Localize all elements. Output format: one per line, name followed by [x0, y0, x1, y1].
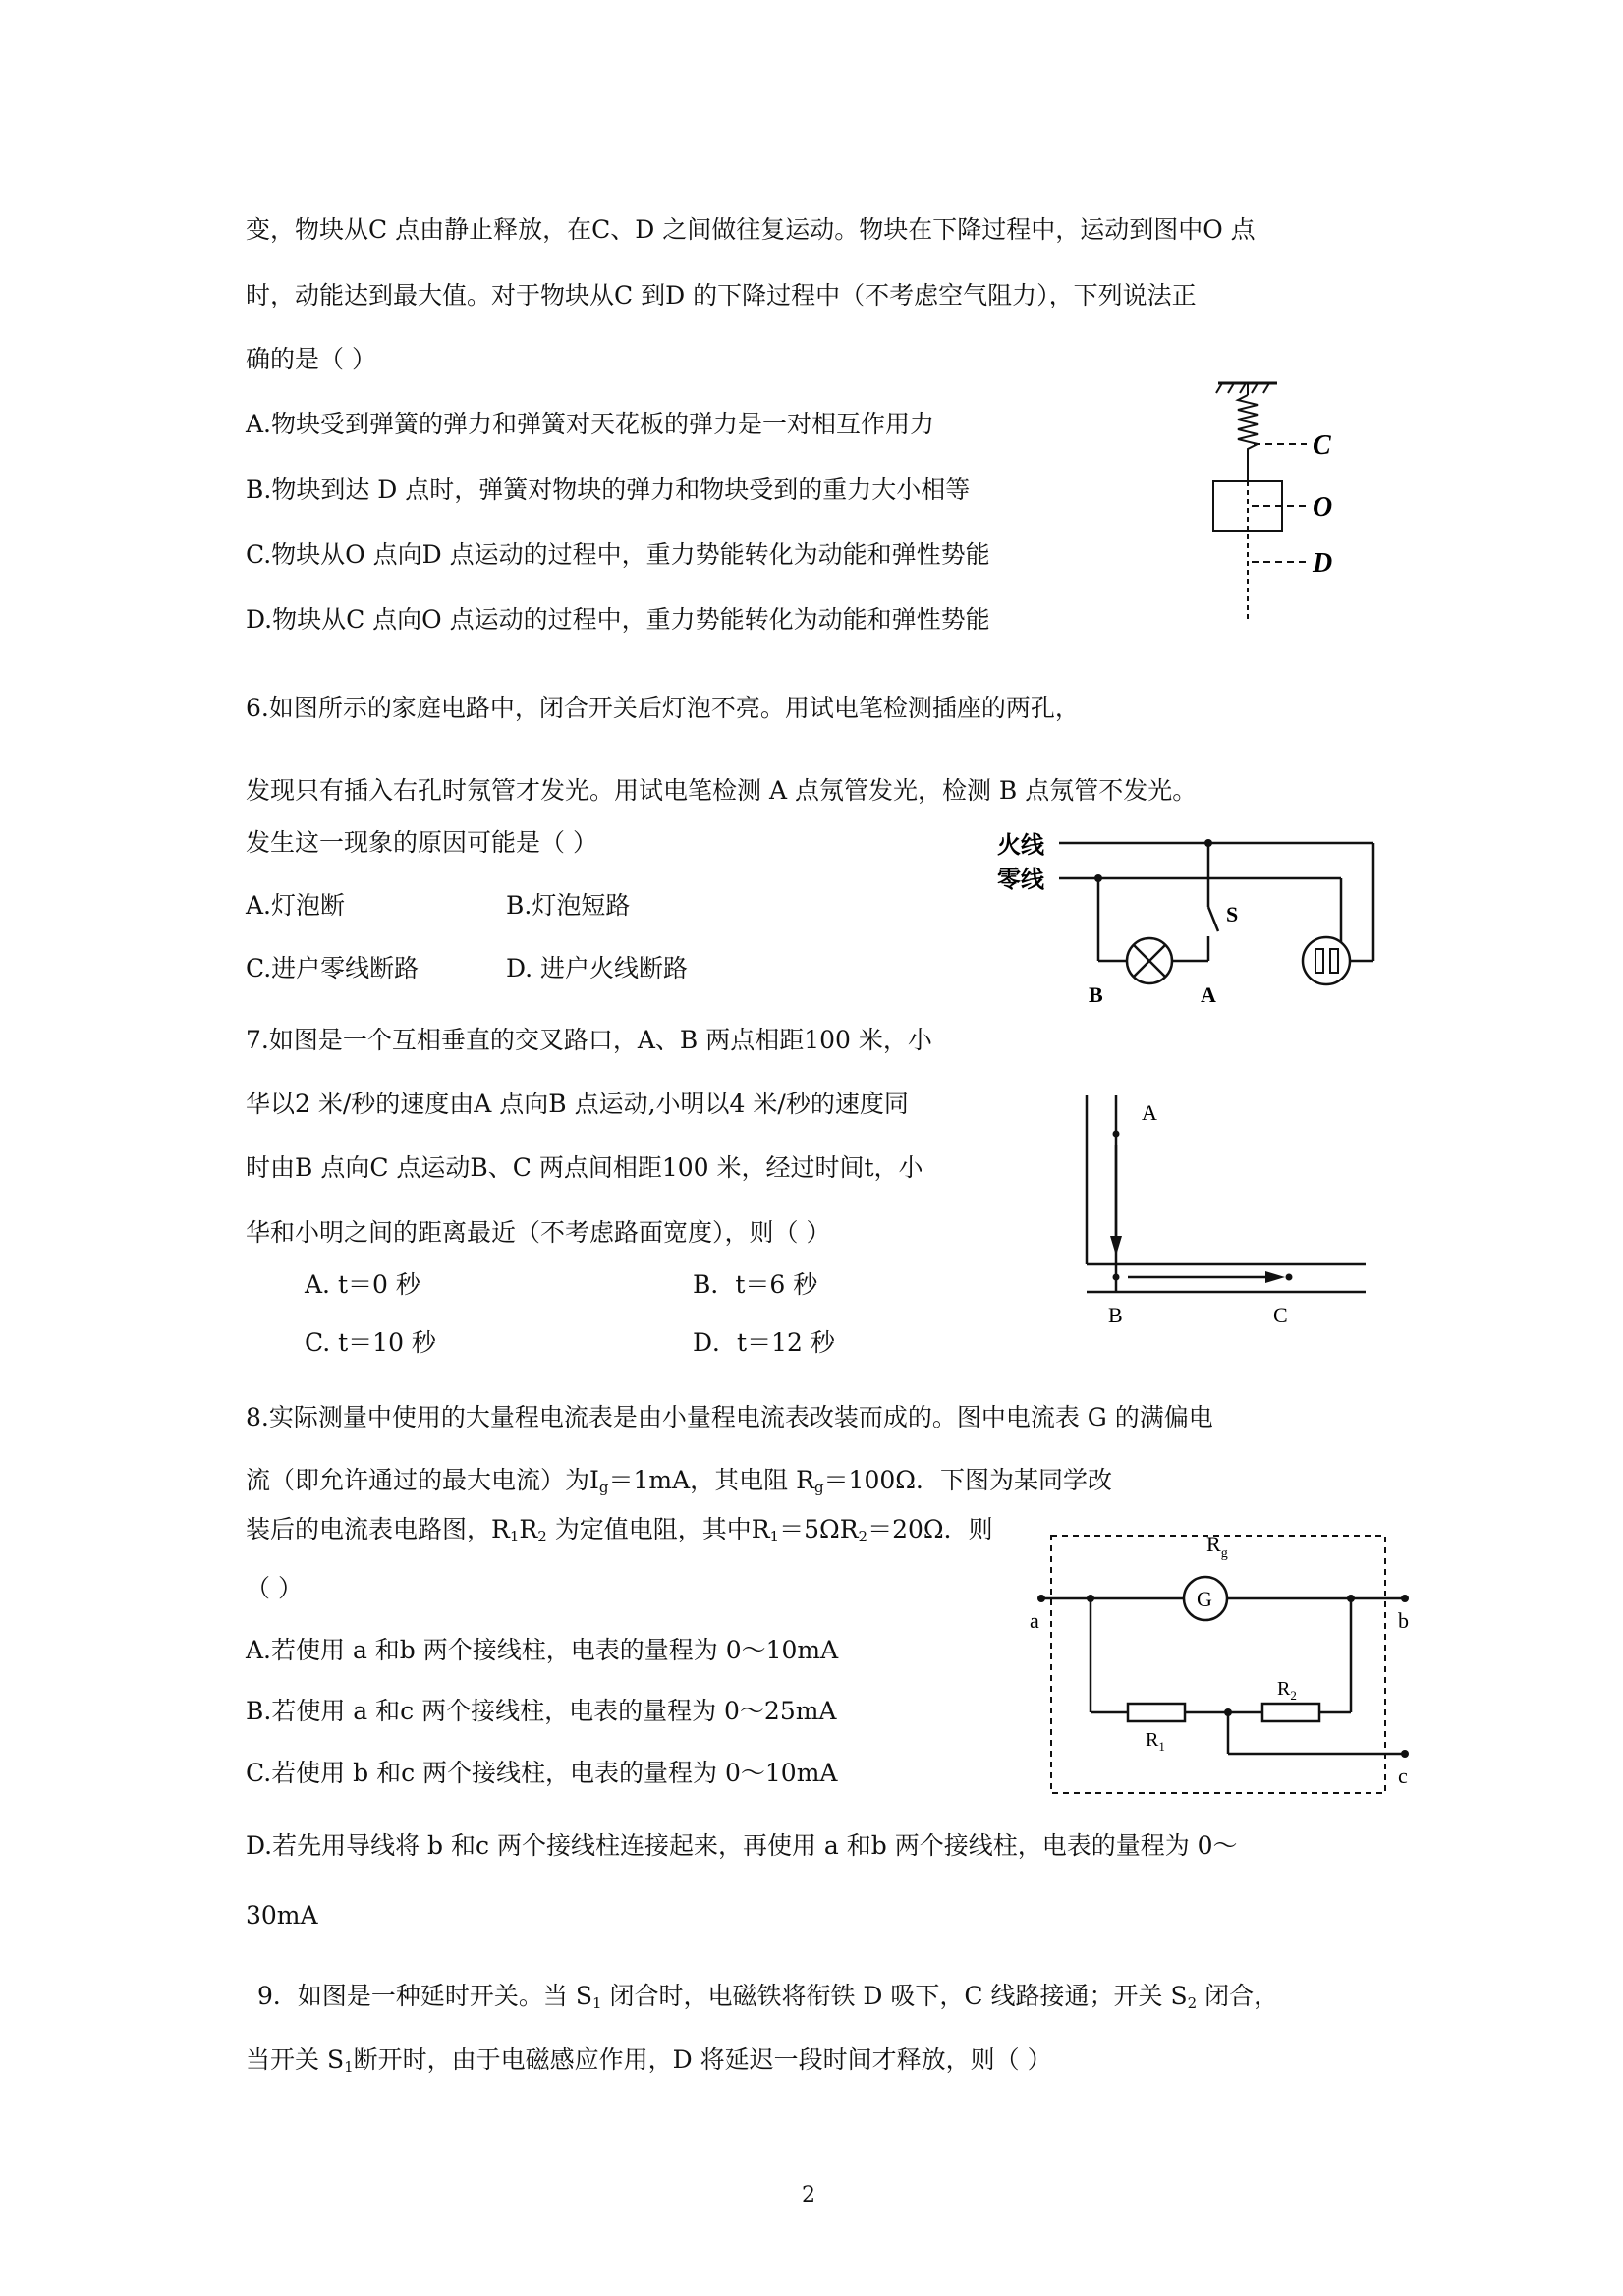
- q7-option-d: D．t＝12 秒: [693, 1328, 835, 1357]
- label-o: O: [1313, 492, 1333, 523]
- neutral-wire-label: 零线: [997, 868, 1044, 893]
- point-b-label: B: [1108, 1303, 1123, 1326]
- galvanometer-label: G: [1197, 1587, 1212, 1611]
- q6-option-d: D. 进户火线断路: [506, 954, 689, 982]
- q5-option-a: A.物块受到弹簧的弹力和弹簧对天花板的弹力是一对相互作用力: [246, 410, 935, 438]
- q8-option-d-line-1: D.若先用导线将 b 和c 两个接线柱连接起来，再使用 a 和b 两个接线柱，电表的量程为 0～: [246, 1831, 1238, 1860]
- q5-text-line-2: 时，动能达到最大值。对于物块从C 到D 的下降过程中（不考虑空气阻力），下列说法正: [246, 281, 1197, 309]
- point-a-label: A: [1201, 982, 1216, 1007]
- q5-option-c: C.物块从O 点向D 点运动的过程中，重力势能转化为动能和弹性势能: [246, 540, 990, 569]
- q7-text-line-1: 7.如图是一个互相垂直的交叉路口，A、B 两点相距100 米，小: [246, 1026, 932, 1054]
- q7-option-b: B．t＝6 秒: [693, 1270, 818, 1299]
- q8-option-b: B.若使用 a 和c 两个接线柱，电表的量程为 0～25mA: [246, 1697, 837, 1725]
- q7-option-a: A. t＝0 秒: [305, 1270, 420, 1299]
- point-a-label: A: [1142, 1100, 1157, 1125]
- socket-icon: [1303, 937, 1350, 984]
- resistor-r2-icon: [1262, 1704, 1319, 1721]
- q7-text-line-2: 华以2 米/秒的速度由A 点向B 点运动,小明以4 米/秒的速度同: [246, 1090, 909, 1118]
- page-number: 2: [802, 2183, 815, 2208]
- q6-text-line-3: 发生这一现象的原因可能是（ ）: [246, 828, 597, 857]
- q6-text-line-1: 6.如图所示的家庭电路中，闭合开关后灯泡不亮。用试电笔检测插座的两孔，: [246, 694, 1080, 722]
- q8-text-line-3: 装后的电流表电路图，$R_1R_2$ 为定值电阻，其中$R_1=5\Omega R_2=20\Omega$．则: [246, 1515, 993, 1545]
- point-b-label: B: [1089, 982, 1103, 1007]
- resistor-r1-icon: [1128, 1704, 1185, 1721]
- q5-option-d: D.物块从C 点向O 点运动的过程中，重力势能转化为动能和弹性势能: [246, 605, 990, 634]
- q6-option-a: A.灯泡断: [246, 891, 346, 920]
- terminal-c-label: c: [1398, 1764, 1408, 1788]
- q8-text-line-1: 8.实际测量中使用的大量程电流表是由小量程电流表改装而成的。图中电流表 G 的满偏电: [246, 1403, 1213, 1431]
- rg-label: $R_g$: [1206, 1532, 1228, 1561]
- q6-text-line-2: 发现只有插入右孔时氖管才发光。用试电笔检测 A 点氖管发光，检测 B 点氖管不发光。: [246, 776, 1198, 805]
- terminal-b-label: b: [1398, 1608, 1409, 1633]
- household-circuit-figure: [992, 823, 1385, 1010]
- ammeter-circuit-figure: [1012, 1518, 1415, 1803]
- terminal-a-label: a: [1030, 1608, 1039, 1633]
- label-d: D: [1313, 548, 1333, 579]
- down-arrow-icon: [1110, 1236, 1122, 1256]
- spring-block-figure: [1208, 373, 1366, 619]
- q8-text-line-2: 流（即允许通过的最大电流）为$I_g=1mA$，其电阻 $R_g=100\Omega$．下图为某同学改: [246, 1466, 1112, 1496]
- label-c: C: [1313, 430, 1331, 461]
- q5-text-line-1: 变，物块从C 点由静止释放，在C、D 之间做往复运动。物块在下降过程中，运动到图中O 点: [246, 215, 1256, 244]
- r2-label: $R_2$: [1277, 1678, 1297, 1703]
- q7-text-line-4: 华和小明之间的距离最近（不考虑路面宽度），则（ ）: [246, 1218, 831, 1247]
- switch-icon: [1208, 907, 1218, 931]
- q8-option-a: A.若使用 a 和b 两个接线柱，电表的量程为 0～10mA: [246, 1636, 839, 1664]
- r1-label: $R_1$: [1146, 1729, 1165, 1754]
- q8-option-c: C.若使用 b 和c 两个接线柱，电表的量程为 0～10mA: [246, 1759, 838, 1787]
- switch-label: S: [1226, 902, 1239, 926]
- q7-text-line-3: 时由B 点向C 点运动B、C 两点间相距100 米，经过时间t，小: [246, 1153, 923, 1182]
- q8-option-d-line-2: 30mA: [246, 1901, 318, 1930]
- q9-text-line-2: 当开关 $S_1$断开时，由于电磁感应作用，D 将延迟一段时间才释放，则（ ）: [246, 2045, 1052, 2076]
- q7-option-c: C. t＝10 秒: [305, 1328, 436, 1357]
- q9-text-line-1: 9．如图是一种延时开关。当 $S_1$ 闭合时，电磁铁将衔铁 D 吸下，C 线路接通；开关 $S_2$ 闭合，: [257, 1982, 1279, 2012]
- q5-text-line-3: 确的是（ ）: [246, 345, 376, 373]
- q6-option-b: B.灯泡短路: [506, 891, 631, 920]
- crossroad-figure: [1071, 1091, 1375, 1326]
- live-wire-label: 火线: [997, 833, 1044, 859]
- q6-option-c: C.进户零线断路: [246, 954, 420, 982]
- right-arrow-icon: [1265, 1271, 1285, 1283]
- point-c-label: C: [1273, 1303, 1288, 1326]
- q5-option-b: B.物块到达 D 点时，弹簧对物块的弹力和物块受到的重力大小相等: [246, 476, 971, 504]
- q8-text-line-4: （ ）: [246, 1574, 303, 1602]
